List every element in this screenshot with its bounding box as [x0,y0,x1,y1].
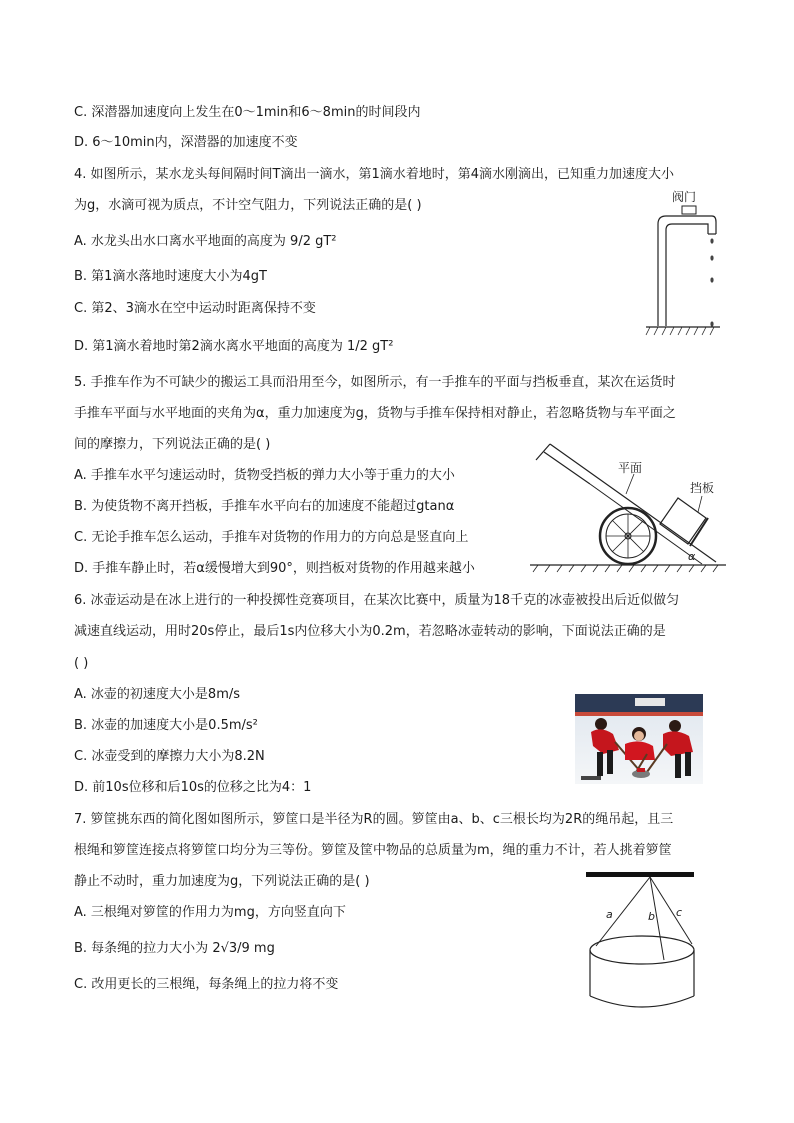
q5-stem-line2: 手推车平面与水平地面的夹角为α，重力加速度为g，货物与手推车保持相对静止，若忽略货物与车平面之 [74,406,676,421]
carrying-pole [586,872,694,877]
cart-handle [536,444,590,484]
q3-option-c: C. 深潜器加速度向上发生在0～1min和6～8min的时间段内 [74,105,421,120]
q6-stem-line3: ( ) [74,656,89,671]
q4-stem-line1: 4. 如图所示，某水龙头每间隔时间T滴出一滴水，第1滴水着地时，第4滴水刚滴出，已知重力加速度大小 [74,167,675,182]
faucet-pipe [658,216,716,326]
ground-hatching [646,327,714,335]
q4-stem-line2: 为g，水滴可视为质点，不计空气阻力，下列说法正确的是( ) [74,198,422,213]
q5-option-d: D. 手推车静止时，若α缓慢增大到90°，则挡板对货物的作用越来越小 [74,561,475,576]
q5-option-c: C. 无论手推车怎么运动，手推车对货物的作用力的方向总是竖直向上 [74,530,469,545]
water-drop-3 [710,255,713,260]
rope-c-label: c [676,906,683,919]
q5-option-a: A. 手推车水平匀速运动时，货物受挡板的弹力大小等于重力的大小 [74,468,455,483]
rope-b-label: b [648,910,655,923]
valve-body [682,206,696,214]
cart-ground-hatching [533,565,718,572]
valve-label: 阀门 [672,190,697,204]
q5-stem-line3: 间的摩擦力，下列说法正确的是( ) [74,437,271,452]
water-drop-4 [710,238,713,243]
plane-label: 平面 [618,461,643,475]
faucet-figure [640,186,730,338]
q3-option-d: D. 6～10min内，深潜器的加速度不变 [74,135,298,150]
angle-label: α [688,550,696,563]
q7-stem-line1: 7. 箩筐挑东西的简化图如图所示，箩筐口是半径为R的圆。箩筐由a、b、c三根长均为2R的绳吊起，且三 [74,812,674,827]
q4-option-c: C. 第2、3滴水在空中运动时距离保持不变 [74,301,316,316]
basket [590,936,694,1007]
curling-photo [575,694,703,784]
q4-option-d: D. 第1滴水着地时第2滴水离水平地面的高度为 1/2 gT² [74,339,394,354]
q6-option-c: C. 冰壶受到的摩擦力大小为8.2N [74,749,265,764]
q4-option-b: B. 第1滴水落地时速度大小为4gT [74,269,267,284]
q7-option-b: B. 每条绳的拉力大小为 2√3/9 mg [74,941,275,956]
water-drop-2 [710,277,713,282]
q6-stem-line2: 减速直线运动，用时20s停止，最后1s内位移大小为0.2m，若忽略冰壶转动的影响，下面说法正确的是 [74,624,666,639]
cart-figure [530,432,730,574]
q7-stem-line3: 静止不动时，重力加速度为g，下列说法正确的是( ) [74,874,370,889]
q6-option-b: B. 冰壶的加速度大小是0.5m/s² [74,718,258,733]
q7-option-a: A. 三根绳对箩筐的作用力为mg，方向竖直向下 [74,905,346,920]
rope-a-label: a [606,908,613,921]
q6-stem-line1: 6. 冰壶运动是在冰上进行的一种投掷性竞赛项目，在某次比赛中，质量为18千克的冰壶被投出后近似做匀 [74,593,680,608]
q4-option-a: A. 水龙头出水口离水平地面的高度为 9/2 gT² [74,234,337,249]
baffle [690,518,708,546]
cart-wheel [600,508,656,564]
q6-option-d: D. 前10s位移和后10s的位移之比为4：1 [74,780,312,795]
rope-c [650,877,692,944]
q7-option-c: C. 改用更长的三根绳，每条绳上的拉力将不变 [74,977,339,992]
basket-figure [584,868,698,1014]
q7-stem-line2: 根绳和箩筐连接点将箩筐口均分为三等份。箩筐及筐中物品的总质量为m，绳的重力不计，若人挑着箩筐 [74,843,672,858]
baffle-label: 挡板 [690,481,715,495]
water-drop-1 [710,321,713,326]
cargo-box [660,498,706,544]
q5-stem-line1: 5. 手推车作为不可缺少的搬运工具而沿用至今，如图所示，有一手推车的平面与挡板垂直，某次在运货时 [74,375,676,390]
q5-option-b: B. 为使货物不离开挡板，手推车水平向右的加速度不能超过gtanα [74,499,455,514]
q6-option-a: A. 冰壶的初速度大小是8m/s [74,687,241,702]
